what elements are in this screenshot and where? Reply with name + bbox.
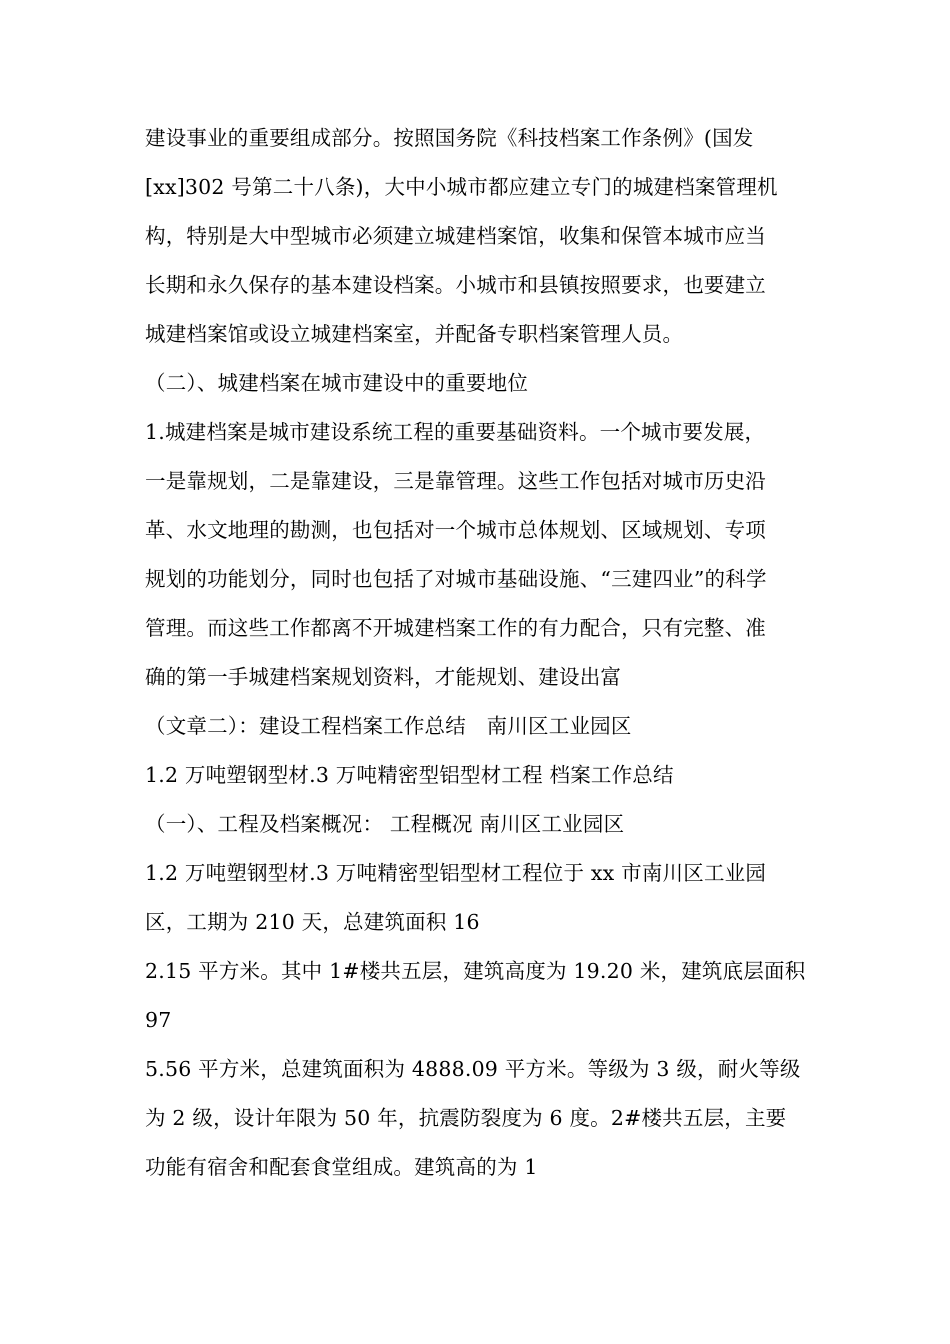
text-line: [xx]302 号第二十八条)，大中小城市都应建立专门的城建档案管理机 xyxy=(145,175,778,199)
text-line: 长期和永久保存的基本建设档案。小城市和县镇按照要求，也要建立 xyxy=(145,273,766,297)
article-heading: （文章二）：建设工程档案工作总结 南川区工业园区 xyxy=(145,714,632,738)
text-line: 一是靠规划，二是靠建设，三是靠管理。这些工作包括对城市历史沿 xyxy=(145,469,766,493)
text-line: 1.2 万吨塑钢型材.3 万吨精密型铝型材工程 档案工作总结 xyxy=(145,763,674,787)
document-body xyxy=(145,114,815,1192)
text-line: 97 xyxy=(145,1008,172,1032)
text-line: 1.城建档案是城市建设系统工程的重要基础资料。一个城市要发展， xyxy=(145,420,766,444)
text-line: 规划的功能划分，同时也包括了对城市基础设施、“三建四业”的科学 xyxy=(145,567,767,591)
text-line: 构，特别是大中型城市必须建立城建档案馆，收集和保管本城市应当 xyxy=(145,224,766,248)
text-line: 管理。而这些工作都离不开城建档案工作的有力配合，只有完整、准 xyxy=(145,616,766,640)
text-line: 区，工期为 210 天，总建筑面积 16 xyxy=(145,910,480,934)
section-heading: （一）、工程及档案概况： 工程概况 南川区工业园区 xyxy=(145,812,625,836)
text-line: 2.15 平方米。其中 1#楼共五层，建筑高度为 19.20 米，建筑底层面积 xyxy=(145,959,806,983)
text-line: 革、水文地理的勘测，也包括对一个城市总体规划、区域规划、专项 xyxy=(145,518,766,542)
section-heading: （二）、城建档案在城市建设中的重要地位 xyxy=(145,371,529,395)
text-line: 为 2 级，设计年限为 50 年，抗震防裂度为 6 度。2#楼共五层，主要 xyxy=(145,1106,787,1130)
text-line: 1.2 万吨塑钢型材.3 万吨精密型铝型材工程位于 xx 市南川区工业园 xyxy=(145,861,767,885)
text-line: 城建档案馆或设立城建档案室，并配备专职档案管理人员。 xyxy=(145,322,684,346)
text-line: 功能有宿舍和配套食堂组成。建筑高的为 1 xyxy=(145,1155,538,1179)
text-line: 确的第一手城建档案规划资料，才能规划、建设出富 xyxy=(145,665,622,689)
text-line: 5.56 平方米，总建筑面积为 4888.09 平方米。等级为 3 级，耐火等级 xyxy=(145,1057,801,1081)
text-line: 建设事业的重要组成部分。按照国务院《科技档案工作条例》(国发 xyxy=(145,126,754,150)
